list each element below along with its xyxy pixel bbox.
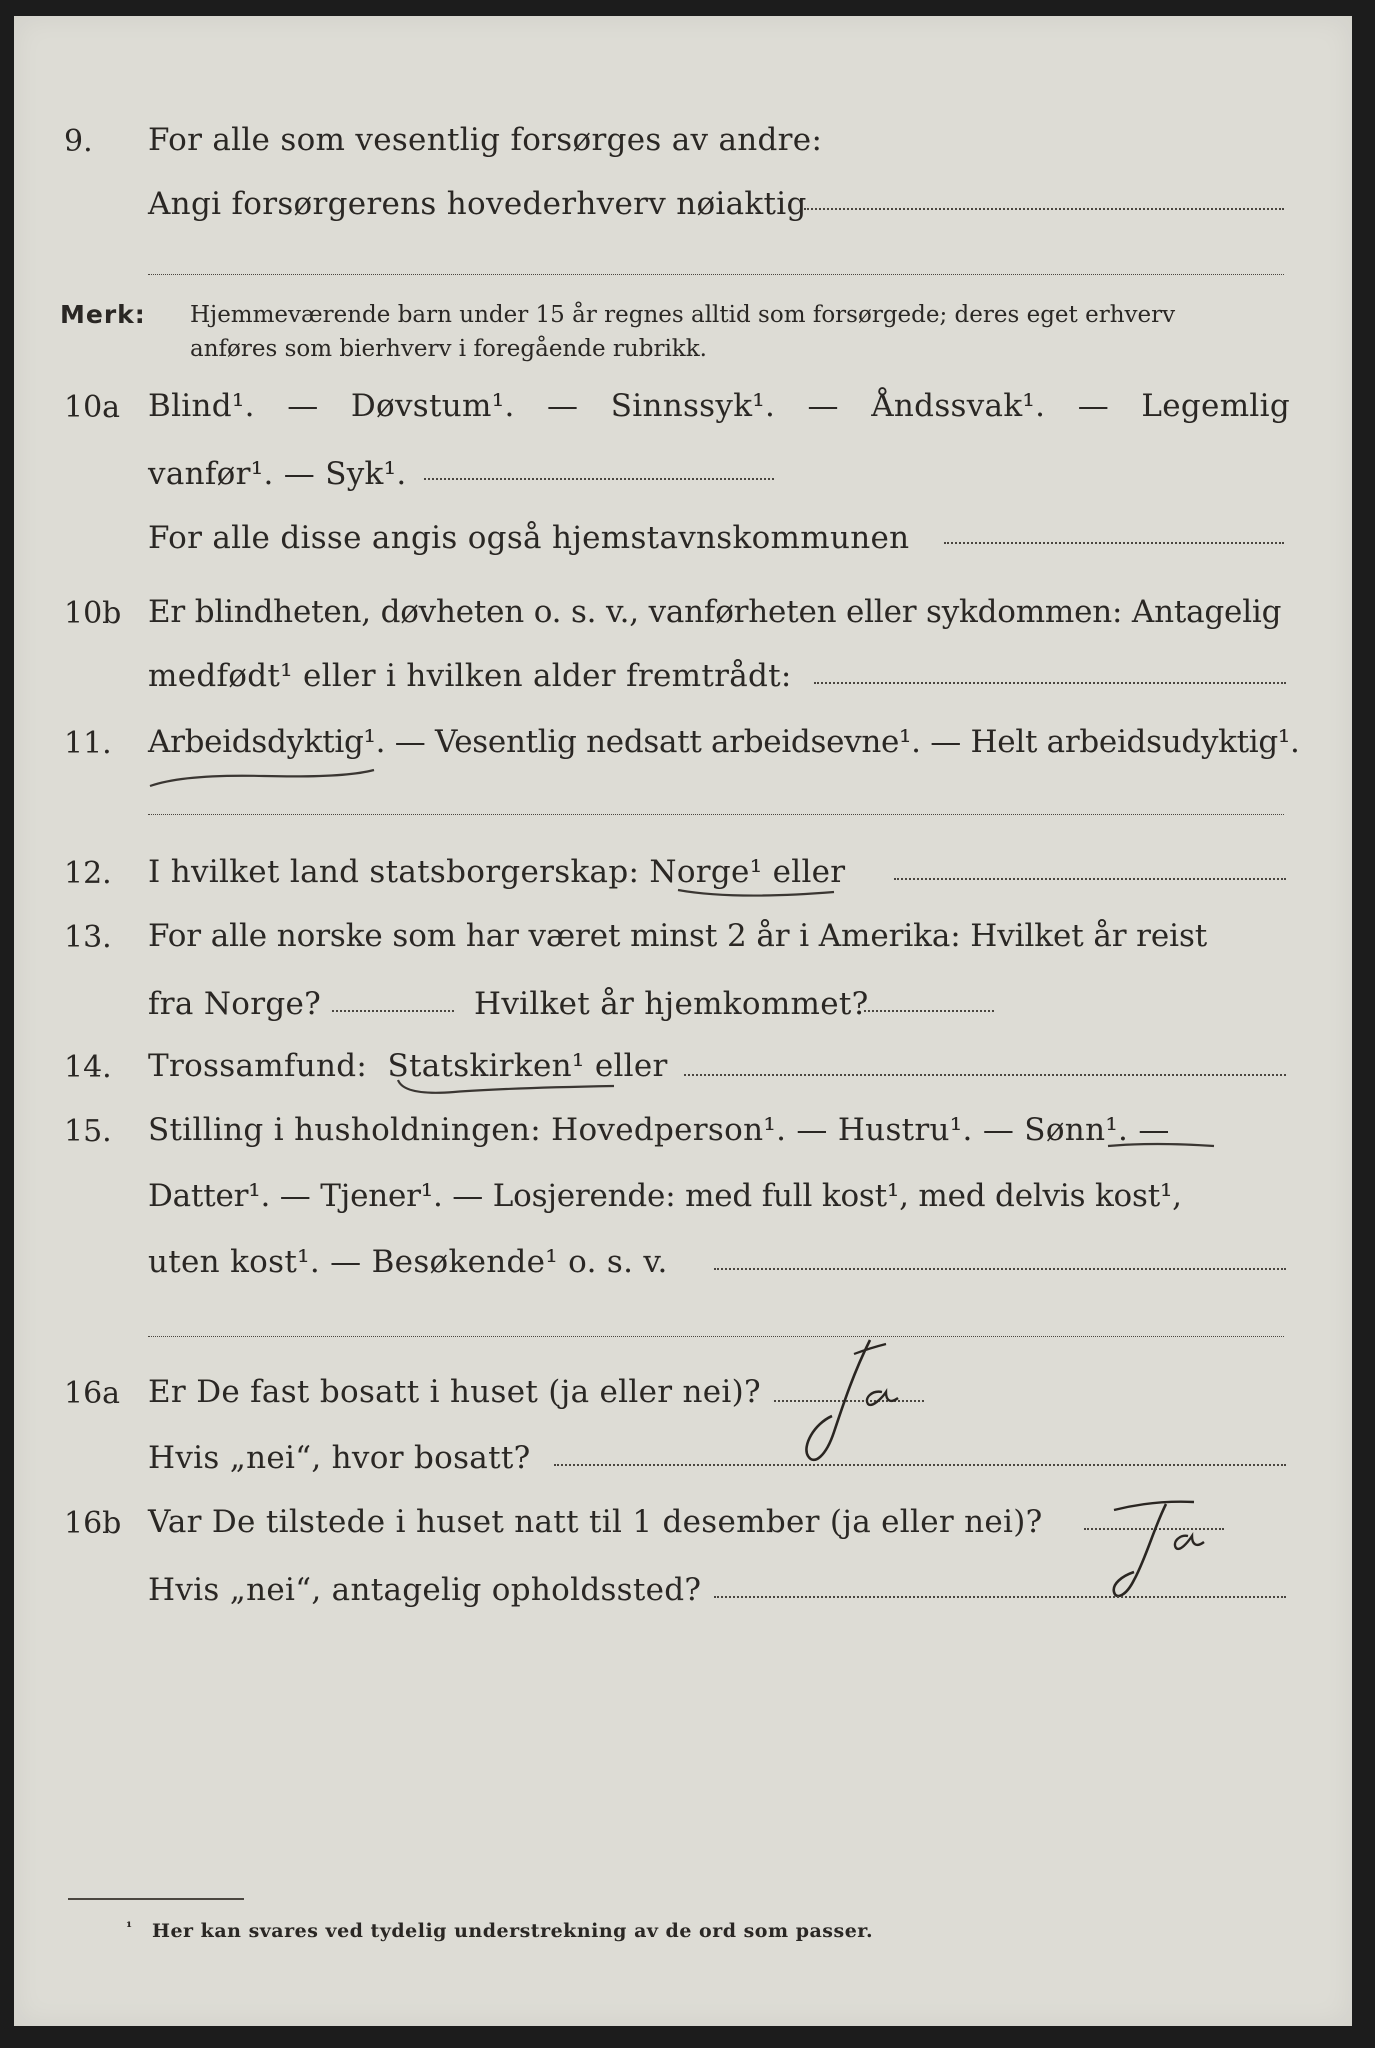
q9-line2: Angi forsørgerens hovederhverv nøiaktig [148, 186, 807, 222]
q11-rest: ¹. — Vesentlig nedsatt arbeidsevne¹. — Helt arbeidsudyktig¹. [363, 724, 1300, 760]
q13-reist-line[interactable] [332, 1010, 454, 1012]
q10a-dash: — [547, 388, 579, 424]
q16a-line1: Er De fast bosatt i huset (ja eller nei)? [148, 1374, 761, 1410]
q12-post: eller [772, 854, 846, 890]
q16b-line1: Var De tilstede i huset natt til 1 desember (ja eller nei)? [148, 1504, 1043, 1540]
q11-opt-arbeidsdyktig[interactable]: Arbeidsdyktig [148, 724, 364, 760]
q11-number: 11. [64, 726, 112, 761]
q9-line1: For alle som vesentlig forsørges av andre: [148, 122, 823, 158]
q16b-opholdssted-line[interactable] [714, 1596, 1286, 1598]
q10b-line2: medfødt¹ eller i hvilken alder fremtrådt: [148, 658, 792, 694]
q13-line1: For alle norske som har været minst 2 år i Amerika: Hvilket år reist [148, 918, 1208, 954]
q12-answer-line[interactable] [894, 878, 1286, 880]
q13-line2b: Hvilket år hjemkommet? [474, 986, 869, 1022]
q10a-opt-sinnssyk[interactable]: Sinnssyk¹. [610, 388, 776, 424]
q10a-answer-line[interactable] [424, 478, 774, 480]
q13-hjemkommet-line[interactable] [864, 1010, 994, 1012]
merk-line1: Hjemmeværende barn under 15 år regnes alltid som forsørgede; deres eget erhverv [190, 302, 1176, 328]
q10a-opt-andssvak[interactable]: Åndssvak¹. [871, 388, 1046, 424]
q16b-line2: Hvis „nei“, antagelig opholdssted? [148, 1572, 702, 1608]
q13-line2a: fra Norge? [148, 986, 322, 1022]
q15-line3: uten kost¹. — Besøkende¹ o. s. v. [148, 1244, 668, 1280]
q15-answer-line-2[interactable] [148, 1336, 1284, 1337]
q14-post: eller [594, 1048, 668, 1084]
q10a-opt-blind[interactable]: Blind¹. [148, 388, 255, 424]
q15-underline-mark [1104, 1134, 1224, 1158]
footnote-mark: ¹ [126, 1920, 133, 1936]
q9-answer-line-2[interactable] [148, 274, 1284, 275]
footnote-rule [68, 1898, 244, 1900]
q12-pre: I hvilket land statsborgerskap: [148, 854, 640, 890]
q12-underline-mark [674, 874, 844, 904]
q16b-handwritten-answer [1054, 1488, 1244, 1618]
q16a-line2: Hvis „nei“, hvor bosatt? [148, 1440, 531, 1476]
q10a-dash: — [1077, 388, 1109, 424]
q10b-line1: Er blindheten, døvheten o. s. v., vanførheten eller sykdommen: Antagelig [148, 594, 1282, 630]
q10a-line3: For alle disse angis også hjemstavnskommunen [148, 520, 910, 556]
q11-underline-mark [144, 738, 384, 798]
merk-line2: anføres som bierhverv i foregående rubrikk. [190, 336, 707, 362]
q14-answer-line[interactable] [684, 1074, 1286, 1076]
q10a-line2: vanfør¹. — Syk¹. [148, 456, 407, 492]
q15-answer-line[interactable] [714, 1268, 1286, 1270]
q14-pre: Trossamfund: [148, 1048, 368, 1084]
q10a-opt-dovstum[interactable]: Døvstum¹. [350, 388, 515, 424]
q15-line1a: Stilling i husholdningen: Hovedperson¹. — Hustru¹. — [148, 1112, 1015, 1148]
q15-line1b: — [1138, 1112, 1170, 1148]
q16a-bosatt-line[interactable] [554, 1464, 1286, 1466]
q13-number: 13. [64, 920, 112, 955]
q10a-line1 [148, 388, 1290, 424]
q14-underline-mark [394, 1066, 634, 1102]
q10a-number: 10a [64, 390, 121, 425]
q15-number: 15. [64, 1114, 112, 1149]
q9-number: 9. [64, 124, 93, 159]
q11-answer-line[interactable] [148, 814, 1284, 815]
q16b-number: 16b [64, 1506, 122, 1541]
footnote-text: Her kan svares ved tydelig understrekning av de ord som passer. [152, 1920, 874, 1942]
q14-opt-statskirken[interactable]: Statskirken¹ [387, 1048, 585, 1084]
merk-label: Merk: [60, 300, 146, 329]
q10a-opt-legemlig[interactable]: Legemlig [1141, 388, 1290, 424]
q14-number: 14. [64, 1050, 112, 1085]
q15-line2: Datter¹. — Tjener¹. — Losjerende: med full kost¹, med delvis kost¹, [148, 1178, 1182, 1214]
q16a-number: 16a [64, 1376, 121, 1411]
q10a-dash: — [807, 388, 839, 424]
q10a-hjemstavn-line[interactable] [944, 542, 1284, 544]
q10b-number: 10b [64, 596, 122, 631]
q15-line1 [148, 1112, 1170, 1148]
q12-opt-norge[interactable]: Norge¹ [649, 854, 763, 890]
q10b-answer-line[interactable] [814, 682, 1286, 684]
q9-answer-line[interactable] [804, 208, 1284, 210]
q15-opt-sonn[interactable]: Sønn¹. [1024, 1112, 1129, 1148]
q12-number: 12. [64, 856, 112, 891]
census-form-page [14, 16, 1352, 2026]
q10a-dash: — [287, 388, 319, 424]
q16a-handwritten-answer [774, 1332, 914, 1482]
